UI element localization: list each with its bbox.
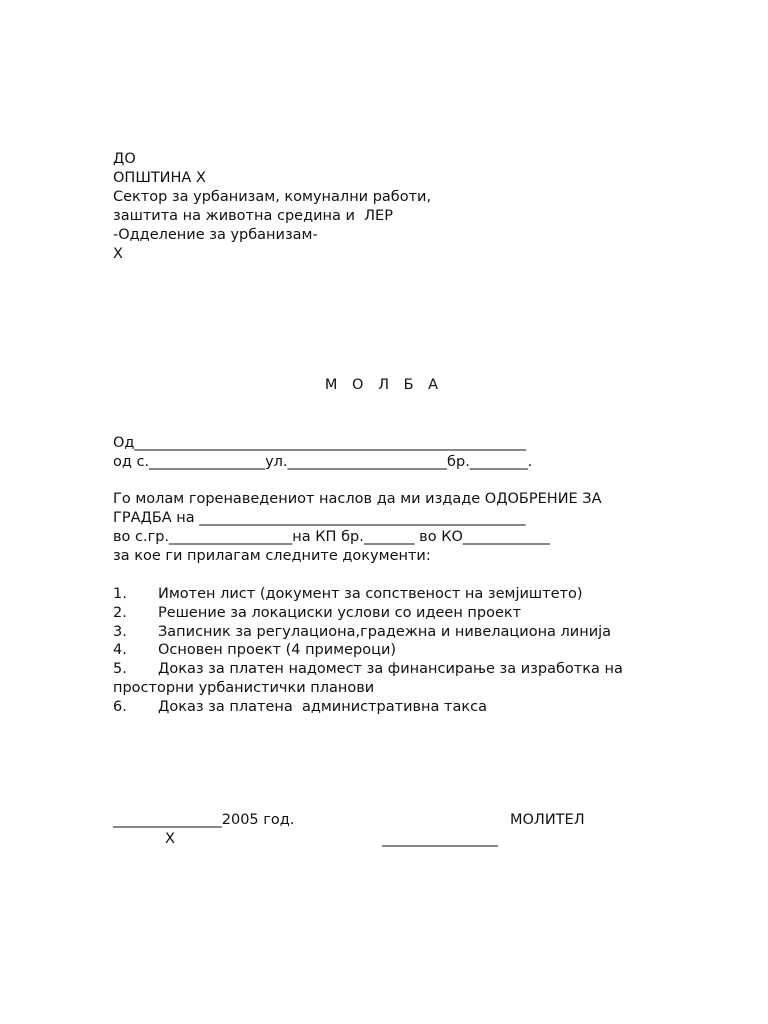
- request-line-1: Го молам горенаведениот наслов да ми издаде ОДОБРЕНИЕ ЗА: [113, 491, 602, 507]
- list-item-number: 5.: [113, 661, 127, 677]
- list-item-text: Доказ за платена административна такса: [158, 699, 487, 715]
- address-line-municipality: ОПШТИНА Х: [113, 170, 206, 186]
- list-item-text: просторни урбанистички планови: [113, 680, 375, 696]
- address-line-sector: Сектор за урбанизам, комунални работи,: [113, 189, 432, 205]
- list-item: [113, 604, 521, 623]
- list-item-number: 3.: [113, 624, 127, 640]
- list-item: [113, 698, 487, 717]
- request-line-3: во с.гр._________________на КП бр._______ во КО____________: [113, 529, 550, 545]
- address-line-to: ДО: [113, 151, 136, 167]
- list-item: [113, 585, 583, 604]
- list-item-text: Записник за регулациона,градежна и нивелациона линија: [158, 624, 612, 640]
- applicant-name-line: Од______________________________________________________: [113, 435, 526, 451]
- list-item-text: Имотен лист (документ за сопственост на земјиштето): [158, 586, 583, 602]
- address-line-sector-cont: заштита на животна средина и ЛЕР: [113, 208, 393, 224]
- signature-place: Х: [165, 831, 175, 847]
- list-item-number: 6.: [113, 699, 127, 715]
- address-line-place: Х: [113, 246, 123, 262]
- list-item-number: 1.: [113, 586, 127, 602]
- signature-line: ________________: [382, 831, 498, 847]
- applicant-address-line: од с.________________ул.______________________бр.________.: [113, 454, 533, 470]
- list-item-text: Основен проект (4 примероци): [158, 642, 397, 658]
- address-line-department: -Одделение за урбанизам-: [113, 227, 318, 243]
- document-title: М О Л Б А: [324, 377, 444, 393]
- list-item: [113, 660, 623, 679]
- request-line-2: ГРАДБА на _____________________________________________: [113, 510, 526, 526]
- applicant-label: МОЛИТЕЛ: [510, 812, 585, 828]
- list-item-number: 4.: [113, 642, 127, 658]
- date-line: _______________2005 год.: [113, 812, 295, 828]
- list-item-text: Доказ за платен надомест за финансирање за изработка на: [158, 661, 623, 677]
- list-item-continuation: [113, 679, 374, 698]
- list-item: [113, 623, 611, 642]
- list-item-number: 2.: [113, 605, 127, 621]
- request-line-4: за кое ги прилагам следните документи:: [113, 548, 431, 564]
- list-item-text: Решение за локациски услови со идеен проект: [158, 605, 522, 621]
- list-item: [113, 641, 396, 660]
